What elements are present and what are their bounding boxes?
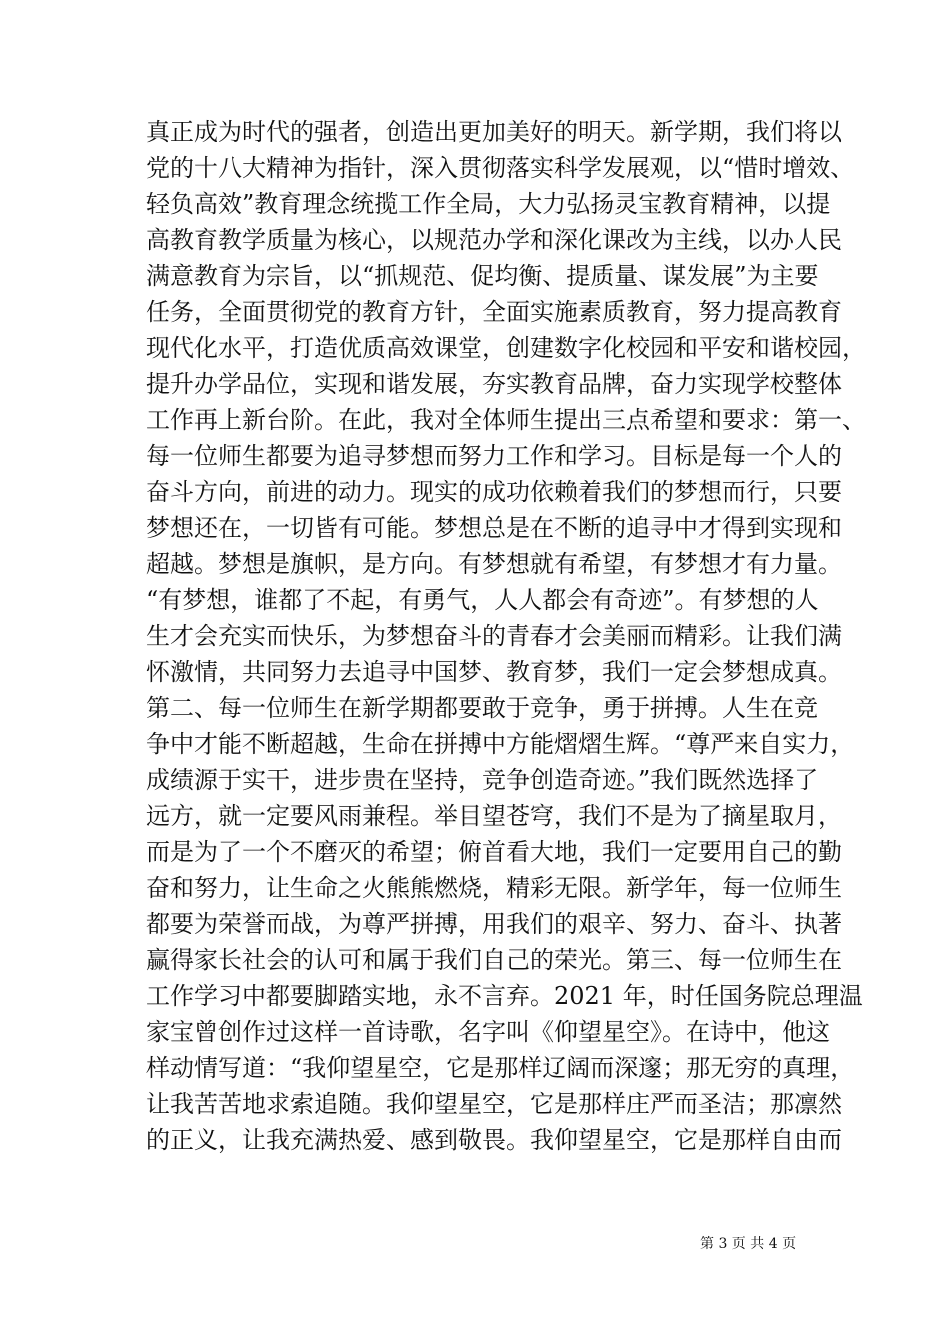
text-line: 第二、每一位师生在新学期都要敢于竞争，勇于拼搏。人生在竞 bbox=[146, 694, 818, 722]
text-line: 高教育教学质量为核心，以规范办学和深化课改为主线，以办人民 bbox=[146, 226, 842, 254]
text-line: 都要为荣誉而战，为尊严拼搏，用我们的艰辛、努力、奋斗、执著 bbox=[146, 910, 842, 938]
text-line: 成绩源于实干，进步贵在坚持，竞争创造奇迹。”我们既然选择了 bbox=[146, 766, 819, 794]
text-line: 梦想还在，一切皆有可能。梦想总是在不断的追寻中才得到实现和 bbox=[146, 514, 842, 542]
text-line: 生才会充实而快乐，为梦想奋斗的青春才会美丽而精彩。让我们满 bbox=[146, 622, 842, 650]
text-line: 提升办学品位，实现和谐发展，夯实教育品牌，奋力实现学校整体 bbox=[146, 370, 842, 398]
text-line: 奋和努力，让生命之火熊熊燃烧，精彩无限。新学年，每一位师生 bbox=[146, 874, 842, 902]
text-line: 远方，就一定要风雨兼程。举目望苍穹，我们不是为了摘星取月， bbox=[146, 802, 842, 830]
text-line: 工作学习中都要脚踏实地，永不言弃。2021 年，时任国务院总理温 bbox=[146, 982, 863, 1010]
text-line: 轻负高效”教育理念统揽工作全局，大力弘扬灵宝教育精神，以提 bbox=[146, 190, 831, 218]
body-text bbox=[146, 114, 866, 1158]
text-line: 工作再上新台阶。在此，我对全体师生提出三点希望和要求：第一、 bbox=[146, 406, 866, 434]
page-footer: 第 3 页 共 4 页 bbox=[700, 1236, 797, 1252]
text-line: 任务，全面贯彻党的教育方针，全面实施素质教育，努力提高教育 bbox=[146, 298, 842, 326]
text-line: 家宝曾创作过这样一首诗歌，名字叫《仰望星空》。在诗中，他这 bbox=[146, 1018, 830, 1046]
text-line: 超越。梦想是旗帜，是方向。有梦想就有希望，有梦想才有力量。 bbox=[146, 550, 842, 578]
text-line: 而是为了一个不磨灭的希望；俯首看大地，我们一定要用自己的勤 bbox=[146, 838, 842, 866]
text-line: 每一位师生都要为追寻梦想而努力工作和学习。目标是每一个人的 bbox=[146, 442, 842, 470]
text-line: “有梦想，谁都了不起，有勇气，人人都会有奇迹”。有梦想的人 bbox=[146, 586, 819, 614]
text-line: 党的十八大精神为指针，深入贯彻落实科学发展观，以“惜时增效、 bbox=[146, 154, 855, 182]
text-line: 真正成为时代的强者，创造出更加美好的明天。新学期，我们将以 bbox=[146, 118, 842, 146]
text-line: 的正义，让我充满热爱、感到敬畏。我仰望星空，它是那样自由而 bbox=[146, 1126, 842, 1154]
text-line: 现代化水平，打造优质高效课堂，创建数字化校园和平安和谐校园， bbox=[146, 334, 866, 362]
text-line: 争中才能不断超越，生命在拼搏中方能熠熠生辉。“尊严来自实力， bbox=[146, 730, 855, 758]
text-line: 奋斗方向，前进的动力。现实的成功依赖着我们的梦想而行，只要 bbox=[146, 478, 842, 506]
text-line: 赢得家长社会的认可和属于我们自己的荣光。第三、每一位师生在 bbox=[146, 946, 842, 974]
text-line: 满意教育为宗旨，以“抓规范、促均衡、提质量、谋发展”为主要 bbox=[146, 262, 819, 290]
text-line: 怀激情，共同努力去追寻中国梦、教育梦，我们一定会梦想成真。 bbox=[146, 658, 842, 686]
text-line: 样动情写道：“我仰望星空，它是那样辽阔而深邃；那无穷的真理， bbox=[146, 1054, 855, 1082]
text-line: 让我苦苦地求索追随。我仰望星空，它是那样庄严而圣洁；那凛然 bbox=[146, 1090, 842, 1118]
